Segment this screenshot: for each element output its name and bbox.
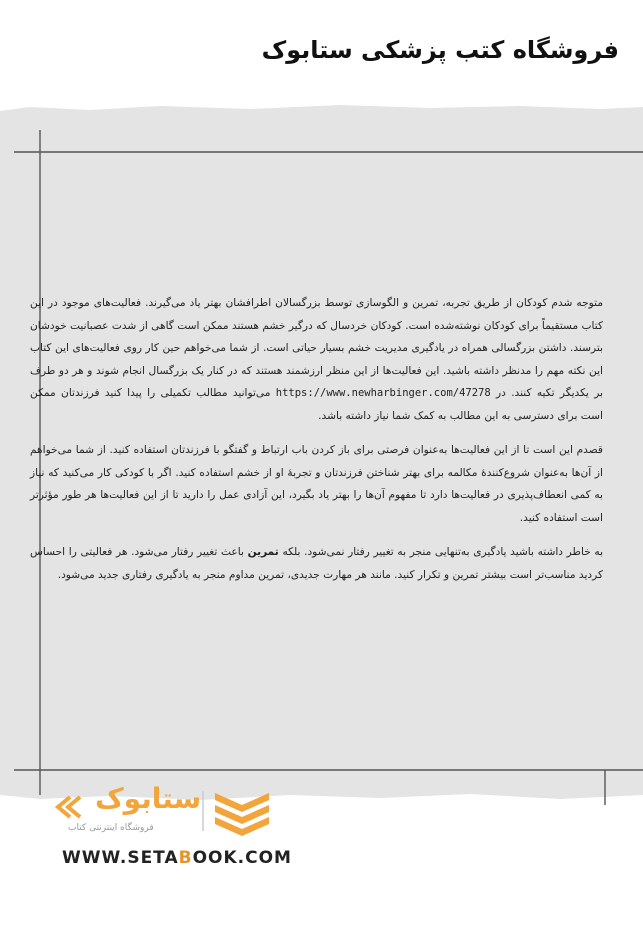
paragraph-3-bold-word: تمرین xyxy=(247,546,279,558)
resource-url[interactable]: https://www.newharbinger.com/47278 xyxy=(275,387,491,399)
logo-name: ستابوک xyxy=(95,782,202,815)
paragraph-3 xyxy=(30,541,603,586)
store-title: فروشگاه کتب پزشکی ستابوک xyxy=(261,36,619,64)
paragraph-1-text-a: متوجه شدم کودکان از طریق تجربه، تمرین و الگوسازی توسط بزرگسالان اطرافشان بهتر یاد می‌گیرند. فعالیت‌های موجود در این کتاب مستقیماً برای کودکان نوشته‌شده است. کودکان خردسال که درگیر خشم هستند ممکن است گاهی از شدت عصبانیت خودشان بترسند. داشتن بزرگسالی همراه در یادگیری مدیریت خشم بسیار حیاتی است. از شما می‌خواهم حین کار روی فعالیت‌های این کتاب این نکته مهم را مدنظر داشته باشید. این فعالیت‌ها از این منظر ارزشمند هستند که در کنار یک بزرگسال انجام شوند و هر دو طرف بر یکدیگر تکیه کنند. در xyxy=(30,297,603,399)
paragraph-2: قصدم این است تا از این فعالیت‌ها به‌عنوان فرصتی برای باز کردن باب ارتباط و گفتگو با فرزندتان استفاده کنید. از شما می‌خواهم از آن‌ها به‌عنوان شروع‌کنندهٔ مکالمه برای بهتر شناختن فرزندتان و تجربهٔ او از خشم استفاده کنید. اگر با کودکی کار می‌کنید که نیاز به کمی انعطاف‌پذیری در فعالیت‌ها دارد تا مفهوم آن‌ها را بهتر یاد بگیرد، این آزادی عمل را دارید تا از این فعالیت‌ها هر طور مؤثرتر است استفاده کنید. xyxy=(30,444,603,524)
paragraph-3-text-b: باعث تغییر رفتار می‌شود. هر فعالیتی را احساس کردید مناسب‌تر است بیشتر تمرین و تکرار کنید. مانند هر مهارت جدیدی، تمرین مداوم منجر به یادگیری رفتاری جدید می‌شود. xyxy=(30,546,603,581)
paragraph-1 xyxy=(30,292,603,427)
paragraph-1-text-b: می‌توانید مطالب تکمیلی را پیدا کنید فرزندتان ممکن است برای دسترسی به این مطالب به کمک شما نیاز داشته باشد. xyxy=(30,387,603,422)
website-url-highlight: B xyxy=(178,848,193,868)
website-url[interactable] xyxy=(62,848,292,868)
website-url-part-a: WWW.SETA xyxy=(62,848,179,868)
body-text xyxy=(30,292,603,598)
paragraph-3-text-a: به خاطر داشته باشید یادگیری به‌تنهایی منجر به تغییر رفتار نمی‌شود. بلکه xyxy=(282,546,604,558)
logo-tagline: فروشگاه اینترنتی کتاب xyxy=(68,823,154,833)
website-url-part-b: OOK.COM xyxy=(192,848,292,868)
